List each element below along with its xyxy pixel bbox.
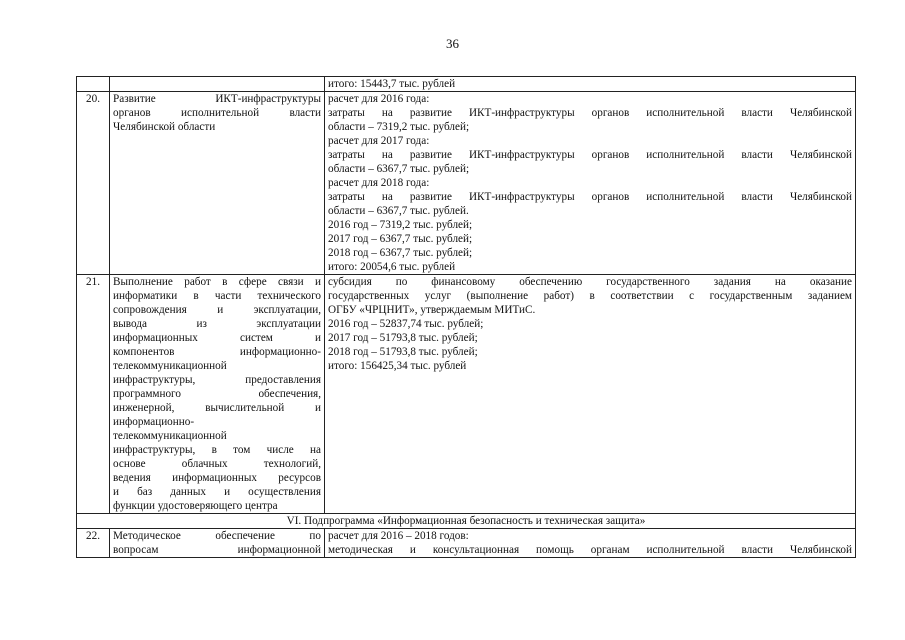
table-row bbox=[77, 529, 856, 558]
description-line: 2018 год – 51793,8 тыс. рублей; bbox=[328, 346, 478, 358]
table-row bbox=[77, 77, 856, 92]
row-number: 22. bbox=[77, 529, 110, 558]
row-description bbox=[325, 92, 856, 275]
row-number: 20. bbox=[77, 92, 110, 275]
name-line: основе облачных технологий, bbox=[113, 458, 321, 470]
name-line: органов исполнительной власти bbox=[113, 107, 321, 119]
name-line: Выполнение работ в сфере связи и bbox=[113, 276, 321, 288]
row-number: 21. bbox=[77, 275, 110, 514]
description-line: 2016 год – 7319,2 тыс. рублей; bbox=[328, 219, 473, 231]
description-line: государственных услуг (выполнение работ) в соответствии с государственным заданием bbox=[328, 290, 852, 302]
description-line: затраты на развитие ИКТ-инфраструктуры органов исполнительной власти Челябинской bbox=[328, 149, 852, 161]
description-line: расчет для 2018 года: bbox=[328, 177, 430, 189]
page-number: 36 bbox=[446, 36, 459, 51]
row-name bbox=[110, 77, 325, 92]
row-description bbox=[325, 77, 856, 92]
description-line: итого: 156425,34 тыс. рублей bbox=[328, 360, 467, 372]
name-line: информационно- bbox=[113, 416, 195, 428]
description-line: затраты на развитие ИКТ-инфраструктуры органов исполнительной власти Челябинской bbox=[328, 191, 852, 203]
description-line: расчет для 2016 года: bbox=[328, 93, 430, 105]
name-line: инфраструктуры, предоставления bbox=[113, 374, 321, 386]
description-line: итого: 20054,6 тыс. рублей bbox=[328, 261, 456, 273]
table-row bbox=[77, 275, 856, 514]
description-line: затраты на развитие ИКТ-инфраструктуры органов исполнительной власти Челябинской bbox=[328, 107, 852, 119]
name-line: и баз данных и осуществления bbox=[113, 486, 321, 498]
description-line: методическая и консультационная помощь органам исполнительной власти Челябинской bbox=[328, 544, 852, 556]
name-line: инженерной, вычислительной и bbox=[113, 402, 321, 414]
name-line: вопросам информационной bbox=[113, 544, 321, 556]
row-description bbox=[325, 529, 856, 558]
description-line: расчет для 2016 – 2018 годов: bbox=[328, 530, 469, 542]
name-line: информационных систем и bbox=[113, 332, 321, 344]
name-line: информатики в части технического bbox=[113, 290, 321, 302]
description-line: 2016 год – 52837,74 тыс. рублей; bbox=[328, 318, 484, 330]
description-line: области – 6367,7 тыс. рублей. bbox=[328, 205, 469, 217]
name-line: ведения информационных ресурсов bbox=[113, 472, 321, 484]
description-line: расчет для 2017 года: bbox=[328, 135, 430, 147]
name-line: вывода из эксплуатации bbox=[113, 318, 321, 330]
row-name bbox=[110, 275, 325, 514]
name-line: функции удостоверяющего центра bbox=[113, 500, 278, 512]
name-line: Развитие ИКТ-инфраструктуры bbox=[113, 93, 321, 105]
name-line: Методическое обеспечение по bbox=[113, 530, 321, 542]
name-line: инфраструктуры, в том числе на bbox=[113, 444, 321, 456]
row-name bbox=[110, 529, 325, 558]
description-line: области – 6367,7 тыс. рублей; bbox=[328, 163, 470, 175]
description-line: области – 7319,2 тыс. рублей; bbox=[328, 121, 470, 133]
description-line: 2017 год – 51793,8 тыс. рублей; bbox=[328, 332, 478, 344]
expense-table bbox=[76, 76, 856, 558]
name-line: программного обеспечения, bbox=[113, 388, 321, 400]
description-line: ОГБУ «ЧРЦНИТ», утверждаемым МИТиС. bbox=[328, 304, 536, 316]
description-line: итого: 15443,7 тыс. рублей bbox=[328, 78, 456, 90]
name-line: телекоммуникационной bbox=[113, 360, 227, 372]
name-line: компонентов информационно- bbox=[113, 346, 321, 358]
row-name bbox=[110, 92, 325, 275]
name-line: Челябинской области bbox=[113, 121, 216, 133]
description-line: 2017 год – 6367,7 тыс. рублей; bbox=[328, 233, 473, 245]
row-number bbox=[77, 77, 110, 92]
description-line: субсидия по финансовому обеспечению государственного задания на оказание bbox=[328, 276, 852, 288]
row-description bbox=[325, 275, 856, 514]
description-line: 2018 год – 6367,7 тыс. рублей; bbox=[328, 247, 473, 259]
section-row bbox=[77, 514, 856, 529]
table-row bbox=[77, 92, 856, 275]
section-title: VI. Подпрограмма «Информационная безопасность и техническая защита» bbox=[77, 514, 856, 529]
name-line: сопровождения и эксплуатации, bbox=[113, 304, 321, 316]
name-line: телекоммуникационной bbox=[113, 430, 227, 442]
